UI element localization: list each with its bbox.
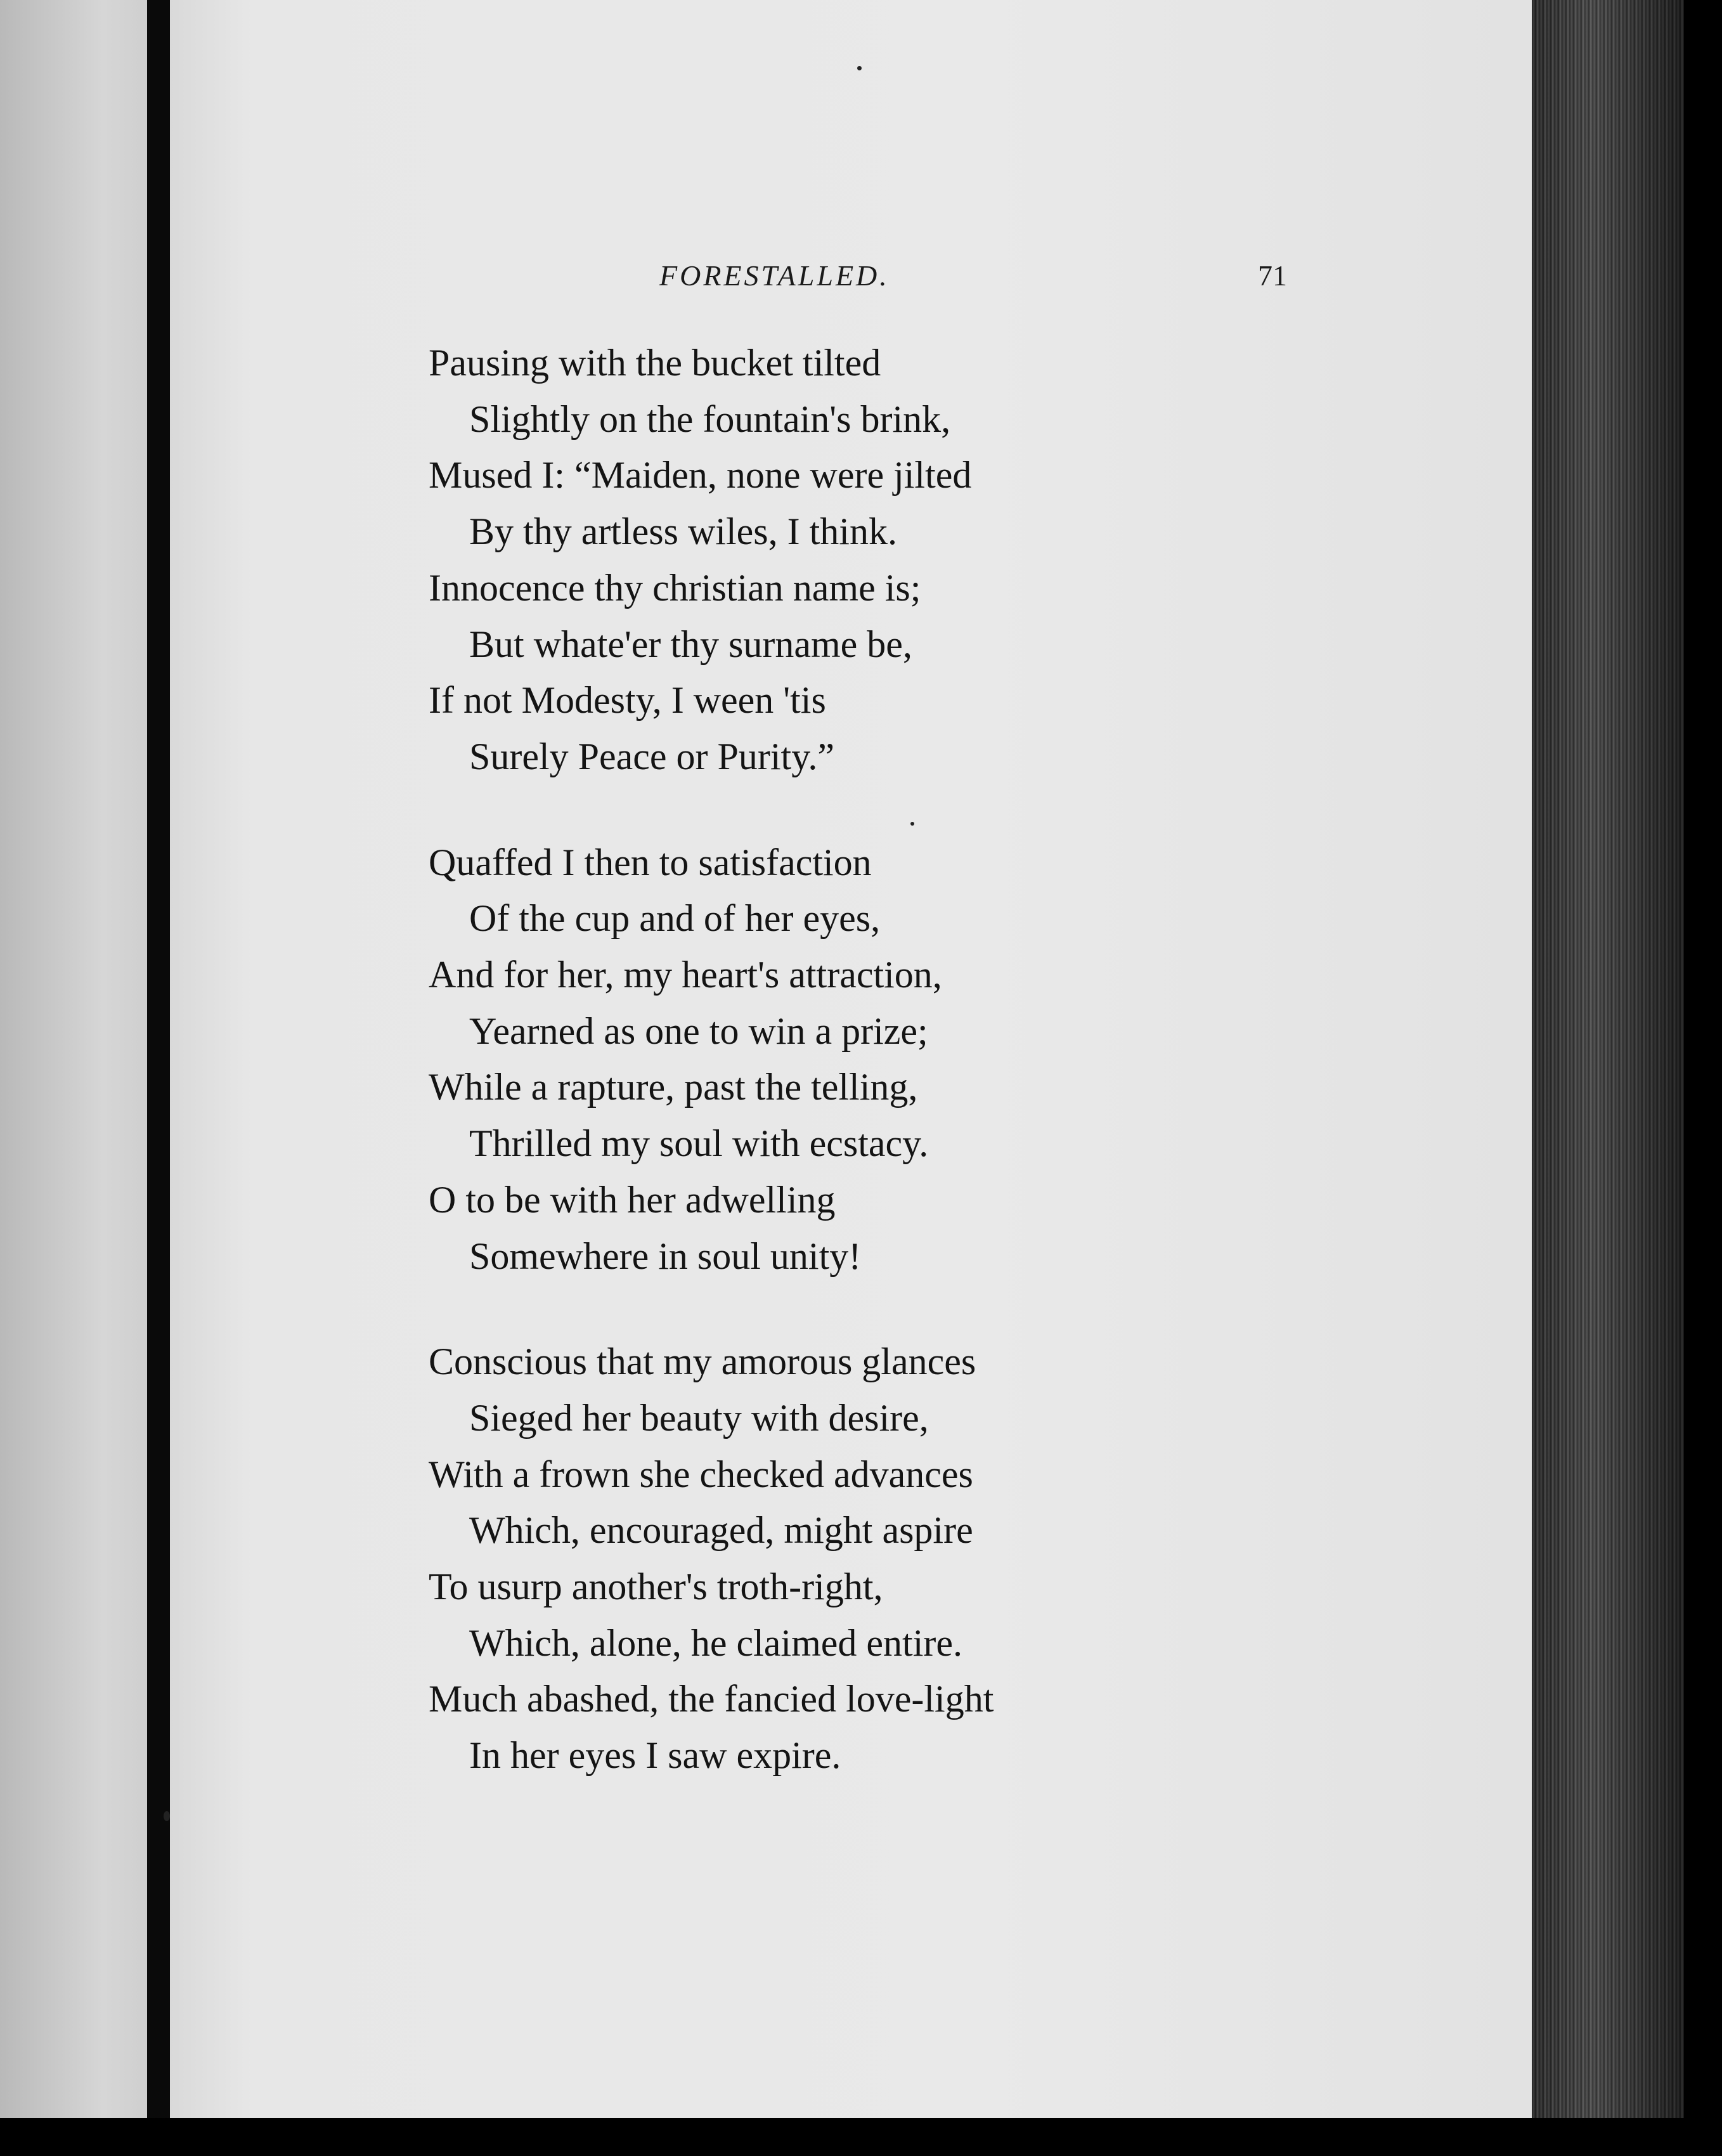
background-right xyxy=(1684,0,1722,2156)
stanza xyxy=(429,834,1253,1285)
poem-line: Thrilled my soul with ecstacy. xyxy=(469,1122,929,1165)
poem-line: Pausing with the bucket tilted xyxy=(429,342,881,384)
running-title: FORESTALLED. xyxy=(659,259,890,292)
poem-line: By thy artless wiles, I think. xyxy=(469,510,897,553)
page-number: 71 xyxy=(1258,259,1287,292)
poem-line: Yearned as one to win a prize; xyxy=(469,1010,928,1052)
poem-line: Surely Peace or Purity.” xyxy=(469,735,834,777)
poem-line: While a rapture, past the telling, xyxy=(429,1066,918,1108)
poem-line: Innocence thy christian name is; xyxy=(429,566,921,609)
poem-line: Which, encouraged, might aspire xyxy=(469,1509,973,1552)
poem-line: Sieged her beauty with desire, xyxy=(469,1396,929,1439)
background-bottom xyxy=(0,2118,1722,2156)
poem-line: Mused I: “Maiden, none were jilted xyxy=(429,454,972,497)
poem-line: Conscious that my amorous glances xyxy=(429,1341,976,1383)
poem-line: To usurp another's troth-right, xyxy=(429,1566,883,1608)
ink-speck xyxy=(857,66,862,70)
page-edges-shade xyxy=(1532,0,1684,2118)
poem-line: Of the cup and of her eyes, xyxy=(469,897,881,940)
left-page-edge xyxy=(0,0,147,2118)
book-gutter xyxy=(147,0,170,2118)
stanza xyxy=(429,1334,1253,1784)
poem-line: Which, alone, he claimed entire. xyxy=(469,1621,962,1664)
poem xyxy=(429,335,1253,1833)
poem-line: In her eyes I saw expire. xyxy=(469,1734,841,1777)
poem-line: Slightly on the fountain's brink, xyxy=(469,398,951,440)
poem-line: If not Modesty, I ween 'tis xyxy=(429,679,826,722)
poem-line: And for her, my heart's attraction, xyxy=(429,954,942,996)
poem-line: Quaffed I then to satisfaction xyxy=(429,841,872,883)
poem-line: But whate'er thy surname be, xyxy=(469,623,912,665)
poem-line: Somewhere in soul unity! xyxy=(469,1235,862,1277)
ink-speck xyxy=(164,1811,170,1821)
poem-line: With a frown she checked advances xyxy=(429,1453,973,1495)
poem-line: Much abashed, the fancied love-light xyxy=(429,1678,994,1720)
stanza xyxy=(429,335,1253,785)
poem-line: O to be with her adwelling xyxy=(429,1178,836,1221)
